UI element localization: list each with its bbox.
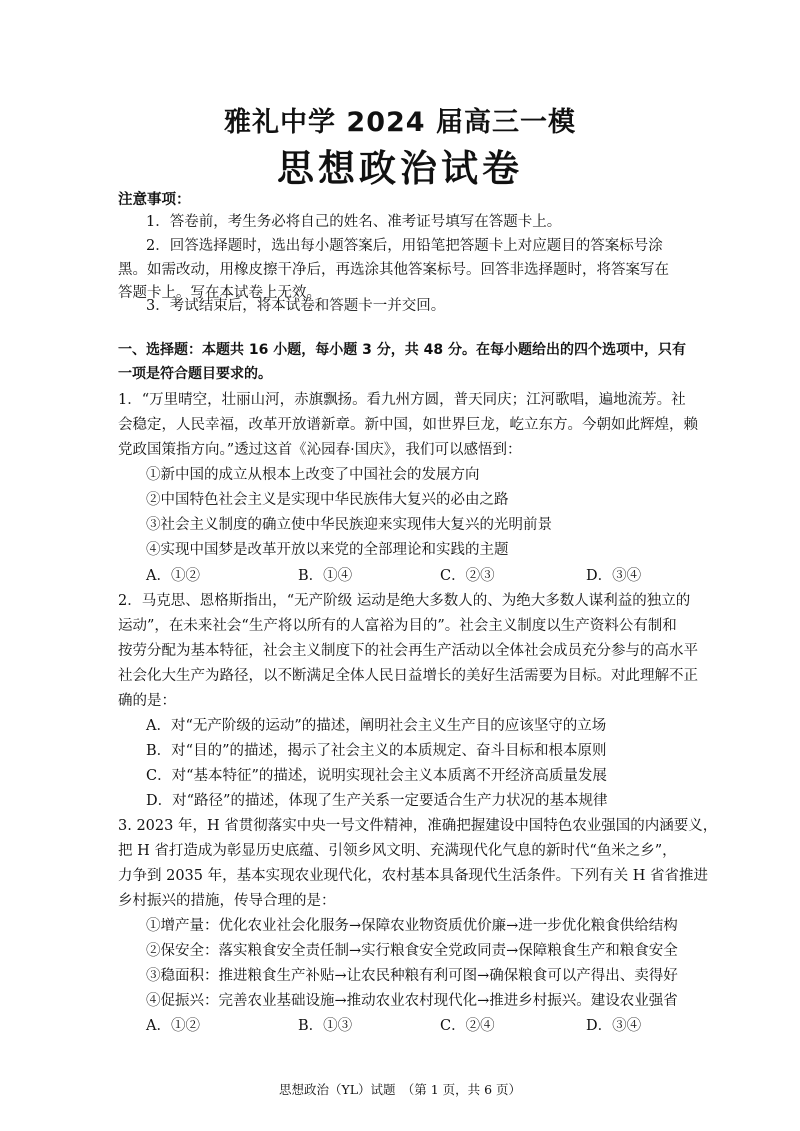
q2-stem-line: 按劳分配为基本特征，社会主义制度下的社会再生产活动以全体社会成员充分参与的高水平	[118, 643, 698, 659]
q1-option-b: B．①④	[298, 568, 353, 584]
q3-stem-line: 3. 2023 年，H 省贯彻落实中央一号文件精神，准确把握建设中国特色农业强国的内涵要义，	[118, 818, 718, 834]
q3-stem-line: 乡村振兴的措施，传导合理的是：	[118, 893, 336, 909]
q1-item: ①新中国的成立从根本上改变了中国社会的发展方向	[146, 467, 480, 483]
q1-stem-line: 党政国策指方向。”透过这首《沁园春·国庆》，我们可以感悟到：	[118, 442, 522, 458]
q3-item: ①增产量：优化农业社会化服务→保障农业物资质优价廉→进一步优化粮食供给结构	[146, 918, 678, 934]
notice-line: 黑。如需改动，用橡皮擦干净后，再选涂其他答案标号。回答非选择题时，将答案写在	[118, 262, 669, 278]
q1-stem-line: 会稳定，人民幸福，改革开放谱新章。新中国，如世界巨龙，屹立东方。今朝如此辉煌，赖	[118, 417, 698, 433]
q3-item: ④促振兴：完善农业基础设施→推动农业农村现代化→推进乡村振兴。建设农业强省	[146, 993, 678, 1009]
q2-stem-line: 确的是：	[118, 693, 176, 709]
q3-stem-line: 力争到 2035 年，基本实现农业现代化，农村基本具备现代生活条件。下列有关 H 省省推进	[118, 868, 708, 884]
q1-item: ③社会主义制度的确立使中华民族迎来实现伟大复兴的光明前景	[146, 517, 552, 533]
q2-option-b: B．对“目的”的描述，揭示了社会主义的本质规定、奋斗目标和根本原则	[146, 743, 607, 759]
notice-line: 1．答卷前，考生务必将自己的姓名、准考证号填写在答题卡上。	[146, 214, 562, 230]
q1-item: ④实现中国梦是改革开放以来党的全部理论和实践的主题	[146, 542, 509, 558]
section-heading-line2: 一项是符合题目要求的。	[118, 366, 272, 382]
notice-heading: 注意事项：	[118, 192, 191, 208]
q3-item: ②保安全：落实粮食安全责任制→实行粮食安全党政同责→保障粮食生产和粮食安全	[146, 943, 678, 959]
q1-option-a: A．①②	[146, 568, 200, 584]
notice-line: 2．回答选择题时，选出每小题答案后，用铅笔把答题卡上对应题目的答案标号涂	[146, 238, 663, 254]
q2-option-d: D．对“路径”的描述，体现了生产关系一定要适合生产力状况的基本规律	[146, 793, 608, 809]
school-title: 雅礼中学 2024 届高三一模	[224, 107, 576, 138]
q3-option-a: A．①②	[146, 1018, 200, 1034]
q2-stem-line: 社会化大生产为路径，以不断满足全体人民日益增长的美好生活需要为目标。对此理解不正	[118, 668, 698, 684]
q1-stem-line: 1．“万里晴空，壮丽山河，赤旗飘扬。看九州方圆，普天同庆；江河歌唱，遍地流芳。社	[118, 392, 686, 408]
q1-option-c: C．②③	[440, 568, 495, 584]
notice-line: 3．考试结束后，将本试卷和答题卡一并交回。	[146, 298, 446, 314]
q3-option-b: B．①③	[298, 1018, 353, 1034]
exam-title: 思想政治试卷	[277, 147, 523, 190]
q3-item: ③稳面积：推进粮食生产补贴→让农民种粮有利可图→确保粮食可以产得出、卖得好	[146, 968, 678, 984]
q3-stem-line: 把 H 省打造成为彰显历史底蕴、引领乡风文明、充满现代化气息的新时代“鱼米之乡”，	[118, 843, 677, 859]
q3-option-c: C．②④	[440, 1018, 495, 1034]
q2-stem-line: 2．马克思、恩格斯指出，“无产阶级 运动是绝大多数人的、为绝大多数人谋利益的独立的	[118, 593, 691, 609]
q3-option-d: D．③④	[586, 1018, 642, 1034]
q1-item: ②中国特色社会主义是实现中华民族伟大复兴的必由之路	[146, 492, 509, 508]
q2-stem-line: 运动”，在未来社会“生产将以所有的人富裕为目的”。社会主义制度以生产资料公有制和	[118, 618, 677, 634]
notice-line: 答题卡上。写在本试卷上无效。	[118, 285, 321, 301]
page-footer: 思想政治（YL）试题 （第 1 页，共 6 页）	[278, 1082, 522, 1097]
q2-option-a: A．对“无产阶级的运动”的描述，阐明社会主义生产目的应该坚守的立场	[146, 718, 607, 734]
q1-option-d: D．③④	[586, 568, 642, 584]
section-heading-line1: 一、选择题：本题共 16 小题，每小题 3 分，共 48 分。在每小题给出的四个选项中，只有	[118, 342, 686, 358]
q2-option-c: C．对“基本特征”的描述，说明实现社会主义本质离不开经济高质量发展	[146, 768, 607, 784]
